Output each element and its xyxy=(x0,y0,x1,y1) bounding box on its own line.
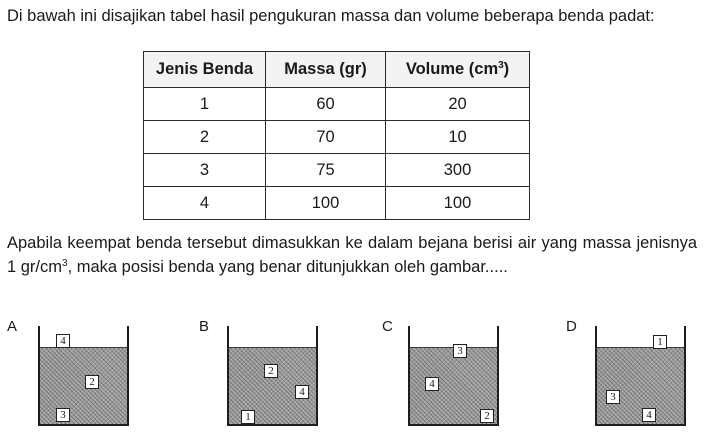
object-box: 4 xyxy=(56,334,70,348)
question-text xyxy=(7,231,697,279)
measurement-table xyxy=(143,51,530,220)
object-box: 3 xyxy=(56,408,70,422)
cell-volume: 20 xyxy=(386,88,530,121)
table-row xyxy=(144,88,530,121)
cell-jenis: 4 xyxy=(144,187,266,220)
object-box: 1 xyxy=(241,410,255,424)
cell-jenis: 3 xyxy=(144,154,266,187)
question-part1: Apabila keempat benda tersebut dimasukkan ke dalam bejana berisi air yang massa jenisnya 1 gr/cm xyxy=(7,234,697,276)
question-exp: 3 xyxy=(62,258,68,269)
header-volume-close: ) xyxy=(503,60,510,78)
cell-volume: 10 xyxy=(386,121,530,154)
beaker-a[interactable] xyxy=(38,326,129,426)
table-header-row xyxy=(144,52,530,88)
cell-volume: 300 xyxy=(386,154,530,187)
object-box: 4 xyxy=(295,385,309,399)
cell-massa: 60 xyxy=(266,88,386,121)
object-box: 4 xyxy=(425,377,439,391)
cell-jenis: 1 xyxy=(144,88,266,121)
cell-massa: 75 xyxy=(266,154,386,187)
header-jenis-benda: Jenis Benda xyxy=(144,52,266,88)
water xyxy=(40,347,127,424)
table-row xyxy=(144,154,530,187)
cell-jenis: 2 xyxy=(144,121,266,154)
beaker-c[interactable] xyxy=(408,326,499,426)
header-massa: Massa (gr) xyxy=(266,52,386,88)
object-box: 3 xyxy=(606,390,620,404)
water xyxy=(597,347,684,424)
object-box: 1 xyxy=(653,335,667,349)
option-label-a[interactable]: A xyxy=(7,318,18,335)
table-row xyxy=(144,121,530,154)
option-label-d[interactable]: D xyxy=(566,318,577,335)
question-part2: , maka posisi benda yang benar ditunjukkan oleh gambar..... xyxy=(67,258,508,276)
option-label-b[interactable]: B xyxy=(199,318,210,335)
header-volume-exp: 3 xyxy=(498,60,504,71)
object-box: 2 xyxy=(85,375,99,389)
object-box: 2 xyxy=(264,364,278,378)
table-row xyxy=(144,187,530,220)
option-label-c[interactable]: C xyxy=(382,318,393,335)
cell-volume: 100 xyxy=(386,187,530,220)
beaker-b[interactable] xyxy=(227,326,318,426)
beaker-d[interactable] xyxy=(595,326,686,426)
object-box: 3 xyxy=(453,344,467,358)
header-volume xyxy=(386,52,530,88)
cell-massa: 70 xyxy=(266,121,386,154)
object-box: 2 xyxy=(480,409,494,423)
intro-text: Di bawah ini disajikan tabel hasil pengukuran massa dan volume beberapa benda padat: xyxy=(7,7,655,25)
cell-massa: 100 xyxy=(266,187,386,220)
header-volume-base: Volume (cm xyxy=(405,60,499,78)
object-box: 4 xyxy=(642,408,656,422)
